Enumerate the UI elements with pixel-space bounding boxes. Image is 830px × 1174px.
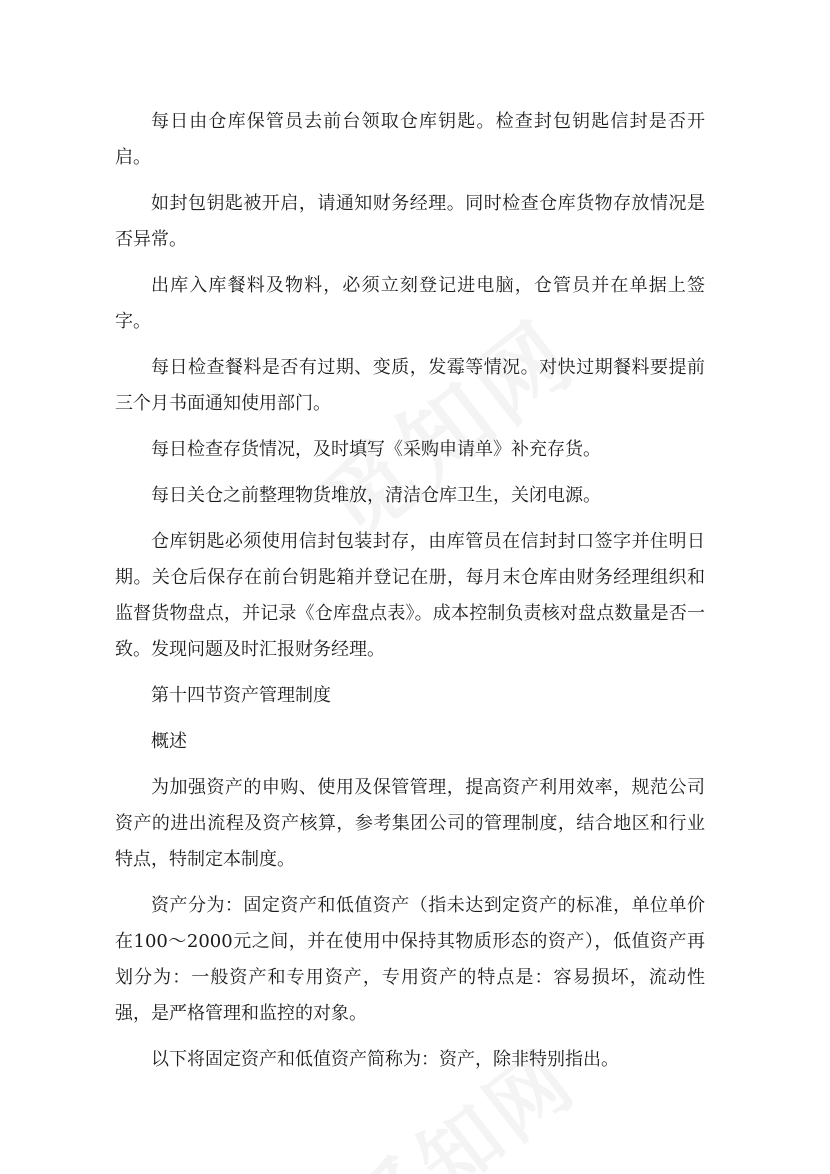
document-body	[115, 104, 705, 1088]
subsection-heading: 概述	[151, 731, 187, 752]
paragraph: 如封包钥匙被开启，请通知财务经理。同时检查仓库货物存放情况是否异常。	[115, 193, 705, 250]
paragraph: 每日检查餐料是否有过期、变质，发霉等情况。对快过期餐料要提前三个月书面通知使用部门。	[115, 357, 705, 414]
paragraph: 以下将固定资产和低值资产简称为：资产，除非特别指出。	[151, 1049, 619, 1070]
paragraph: 每日由仓库保管员去前台领取仓库钥匙。检查封包钥匙信封是否开启。	[115, 111, 705, 168]
paragraph: 为加强资产的申购、使用及保管管理，提高资产利用效率，规范公司资产的进出流程及资产核算，参考集团公司的管理制度，结合地区和行业特点，特制定本制度。	[115, 777, 705, 870]
paragraph: 每日关仓之前整理物货堆放，清洁仓库卫生，关闭电源。	[151, 485, 601, 506]
paragraph: 仓库钥匙必须使用信封包装封存，由库管员在信封封口签字并住明日期。关仓后保存在前台钥匙箱并登记在册，每月末仓库由财务经理组织和监督货物盘点，并记录《仓库盘点表》。成本控制负责核对盘点数量是否一致。发现问题及时汇报财务经理。	[115, 531, 705, 660]
paragraph: 每日检查存货情况，及时填写《采购申请单》补充存货。	[151, 439, 601, 460]
paragraph: 出库入库餐料及物料，必须立刻登记进电脑，仓管员并在单据上签字。	[115, 275, 705, 332]
section-heading: 第十四节资产管理制度	[151, 685, 331, 706]
paragraph: 资产分为：固定资产和低值资产（指未达到定资产的标准，单位单价在100～2000元之间，并在使用中保持其物质形态的资产），低值资产再划分为：一般资产和专用资产，专用资产的特点是：容易损坏，流动性强，是严格管理和监控的对象。	[115, 895, 705, 1024]
